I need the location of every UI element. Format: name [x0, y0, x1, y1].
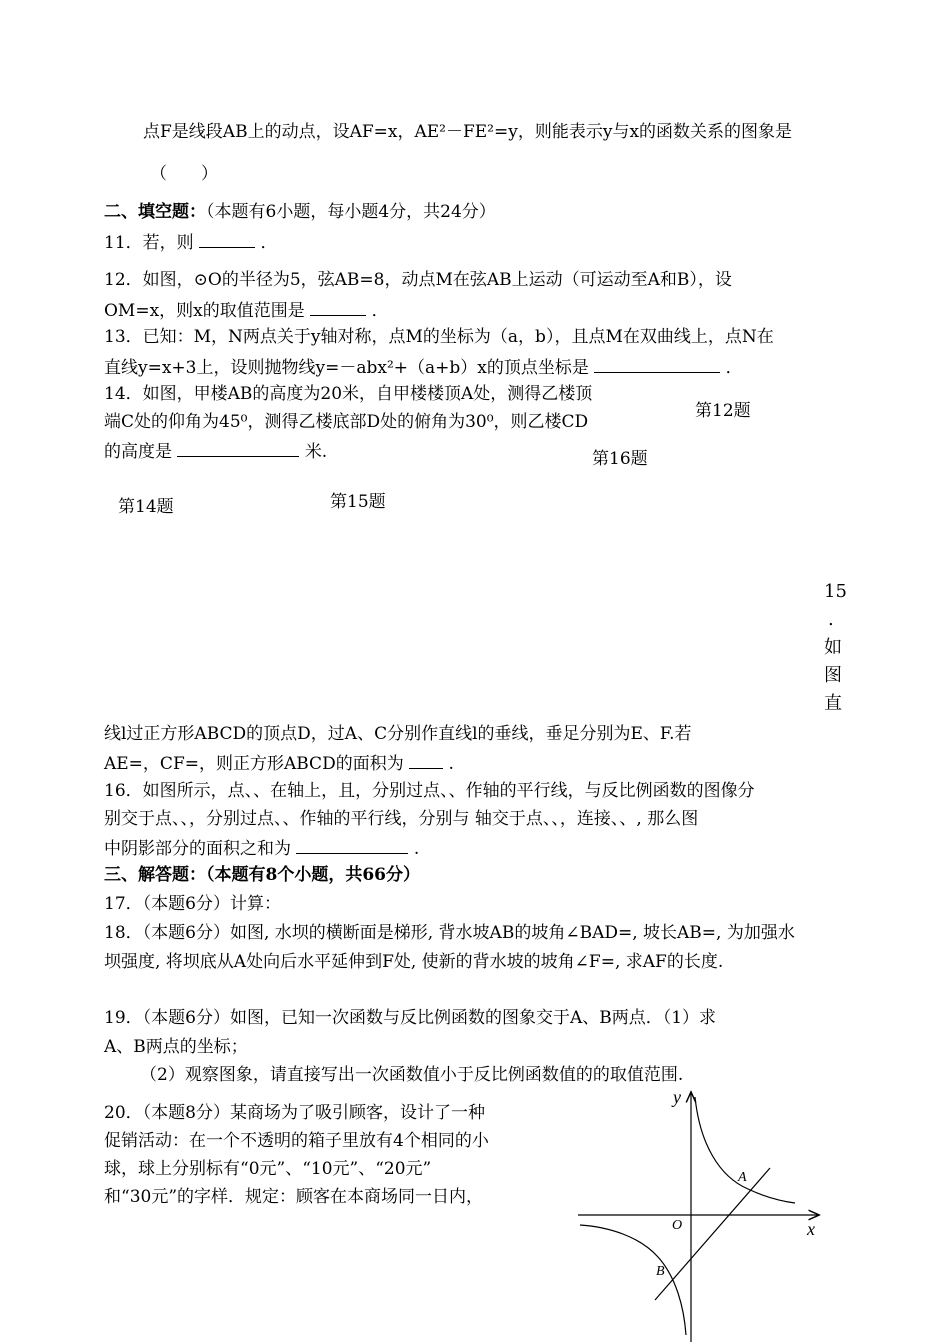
q12-line2	[104, 297, 389, 323]
q15-vchar-1: .	[828, 609, 834, 630]
q16-line1: 16．如图所示，点、、在轴上，且，分别过点、、作轴的平行线，与反比例函数的图像分	[104, 781, 755, 801]
q13-line1: 13．已知：M，N两点关于y轴对称，点M的坐标为（a，b），且点M在双曲线上，点N在	[104, 327, 774, 347]
q13-tail: ．	[725, 358, 743, 378]
section2-title: 二、填空题：	[104, 202, 206, 222]
caption-fig16: 第16题	[592, 449, 648, 469]
hyperbola-branch-1	[695, 1097, 795, 1203]
q15-vchar-3: 图	[824, 665, 842, 686]
caption-fig15: 第15题	[330, 492, 386, 512]
q18-line1: 18．（本题6分）如图, 水坝的横断面是梯形, 背水坡AB的坡角∠BAD=, 坡长AB=, 为加强水	[104, 923, 795, 943]
q14-line1: 14．如图，甲楼AB的高度为20米，自甲楼楼顶A处，测得乙楼顶	[104, 384, 593, 404]
q14-tail: 米.	[304, 442, 328, 462]
q15-vchar-2: 如	[824, 637, 842, 658]
q20-line4: 和“30元”的字样．规定：顾客在本商场同一日内，	[104, 1187, 484, 1207]
q19-line1: 19．（本题6分）如图，已知一次函数与反比例函数的图象交于A、B两点．（1）求	[104, 1008, 717, 1028]
q18-line2: 坝强度, 将坝底从A处向后水平延伸到F处, 使新的背水坡的坡角∠F=, 求AF的长度.	[104, 952, 724, 972]
q13-line2	[104, 354, 743, 380]
q14-answer-blank[interactable]	[177, 438, 299, 457]
q12-tail: ．	[371, 301, 389, 321]
hyperbola-branch-3	[580, 1225, 686, 1335]
q15-line2	[104, 750, 454, 776]
q15-answer-blank[interactable]	[409, 750, 443, 769]
q19-line2: A、B两点的坐标；	[104, 1037, 248, 1057]
q13-answer-blank[interactable]	[594, 354, 720, 373]
linear-function-line	[655, 1168, 770, 1300]
q16-answer-blank[interactable]	[296, 835, 408, 854]
x-axis-label: x	[807, 1219, 815, 1239]
q15-text: AE=，CF=，则正方形ABCD的面积为	[104, 754, 404, 774]
q11-answer-blank[interactable]	[199, 229, 255, 248]
function-graph	[570, 1085, 830, 1342]
q14-text: 的高度是	[104, 442, 172, 462]
q19-line3: （2）观察图象，请直接写出一次函数值小于反比例函数值的的取值范围.	[140, 1065, 684, 1085]
q20-line3: 球，球上分别标有“0元”、“10元”、“20元”	[104, 1159, 432, 1179]
q20-line2: 促销活动：在一个不透明的箱子里放有4个相同的小	[104, 1131, 489, 1151]
q16-line2: 别交于点、、，分别过点、、作轴的平行线，分别与 轴交于点、、，连接、、, 那么图	[104, 809, 699, 829]
caption-fig12: 第12题	[695, 401, 751, 421]
q14-line2: 端C处的仰角为45⁰，测得乙楼底部D处的俯角为30⁰，则乙楼CD	[104, 412, 589, 432]
q16-text: 中阴影部分的面积之和为	[104, 839, 291, 859]
section3-heading: 三、解答题：（本题有8个小题，共66分）	[104, 865, 420, 885]
q12-line1: 12．如图，⊙O的半径为5，弦AB=8，动点M在弦AB上运动（可运动至A和B），设	[104, 270, 732, 290]
q16-tail: .	[413, 839, 420, 859]
q12-answer-blank[interactable]	[310, 297, 366, 316]
q14-line3	[104, 438, 327, 464]
q20-line1: 20．（本题8分）某商场为了吸引顾客，设计了一种	[104, 1103, 485, 1123]
q11	[104, 229, 277, 255]
q16-line3	[104, 835, 419, 861]
origin-label: O	[672, 1218, 683, 1233]
y-axis-label: y	[673, 1087, 681, 1107]
q17: 17．（本题6分）计算：	[104, 894, 281, 914]
q15-tail: .	[448, 754, 454, 774]
q11-text: 11．若，则	[104, 233, 194, 253]
q11-tail: ．	[260, 233, 278, 253]
q15-line1: 线l过正方形ABCD的顶点D，过A、C分别作直线l的垂线，垂足分别为E、F.若	[104, 724, 692, 744]
point-b-label: B	[656, 1264, 665, 1279]
section2-note: （本题有6小题，每小题4分，共24分）	[206, 202, 496, 222]
q10-line1: 点F是线段AB上的动点，设AF=x，AE²－FE²=y，则能表示y与x的函数关系的图象是	[143, 122, 793, 142]
q15-vchar-4: 直	[824, 693, 842, 714]
q13-text: 直线y=x+3上，设则抛物线y=－abx²+（a+b）x的顶点坐标是	[104, 358, 589, 378]
caption-fig14: 第14题	[118, 497, 174, 517]
q10-answer-parens: （ ）	[150, 164, 218, 184]
q15-vchar-0: 15	[824, 581, 847, 602]
point-a-label: A	[738, 1170, 747, 1185]
q12-text: OM=x，则x的取值范围是	[104, 301, 305, 321]
section2-heading	[104, 200, 496, 224]
